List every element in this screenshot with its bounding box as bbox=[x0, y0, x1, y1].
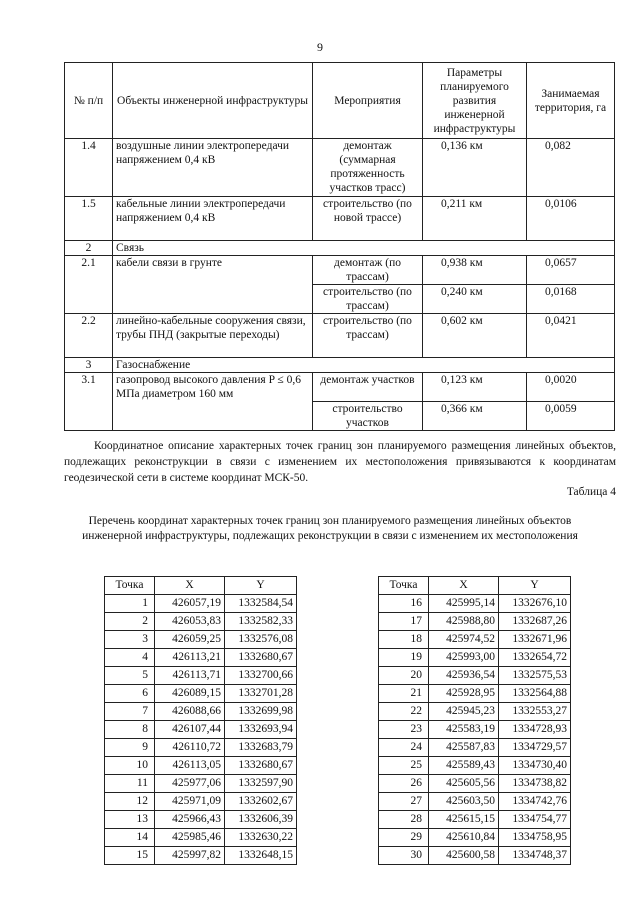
coord-header-x: X bbox=[429, 577, 499, 595]
row-num: 2.1 bbox=[65, 256, 113, 314]
row-action: демонтаж (по трассам) bbox=[313, 256, 423, 285]
row-num: 1.4 bbox=[65, 139, 113, 197]
coord-point: 10 bbox=[105, 757, 155, 775]
coord-row bbox=[379, 793, 571, 811]
coord-x: 426113,21 bbox=[155, 649, 225, 667]
coord-row bbox=[379, 703, 571, 721]
row-param: 0,136 км bbox=[423, 139, 527, 197]
coord-y: 1332680,67 bbox=[225, 757, 297, 775]
coord-row bbox=[379, 829, 571, 847]
row-action: строительство (по трассам) bbox=[313, 314, 423, 358]
coord-y: 1332693,94 bbox=[225, 721, 297, 739]
coord-point: 5 bbox=[105, 667, 155, 685]
coord-x: 425985,46 bbox=[155, 829, 225, 847]
coord-y: 1332602,67 bbox=[225, 793, 297, 811]
coord-x: 426059,25 bbox=[155, 631, 225, 649]
coord-header-row bbox=[105, 577, 297, 595]
row-action: строительство участков bbox=[313, 402, 423, 431]
infrastructure-table bbox=[64, 62, 615, 431]
coord-x: 425605,56 bbox=[429, 775, 499, 793]
coord-point: 17 bbox=[379, 613, 429, 631]
table-header-row bbox=[65, 63, 615, 139]
coord-y: 1332700,66 bbox=[225, 667, 297, 685]
coord-row bbox=[105, 613, 297, 631]
section-title: Связь bbox=[113, 241, 615, 256]
coord-y: 1332654,72 bbox=[499, 649, 571, 667]
coord-point: 7 bbox=[105, 703, 155, 721]
coord-point: 11 bbox=[105, 775, 155, 793]
coord-y: 1332701,28 bbox=[225, 685, 297, 703]
coord-point: 30 bbox=[379, 847, 429, 865]
coord-point: 15 bbox=[105, 847, 155, 865]
coord-header-y: Y bbox=[499, 577, 571, 595]
header-area: Занимаемая территория, га bbox=[527, 63, 615, 139]
table-row bbox=[65, 197, 615, 241]
coord-y: 1334730,40 bbox=[499, 757, 571, 775]
coord-x: 426107,44 bbox=[155, 721, 225, 739]
section-row bbox=[65, 241, 615, 256]
row-param: 0,211 км bbox=[423, 197, 527, 241]
coord-y: 1334742,76 bbox=[499, 793, 571, 811]
row-param: 0,938 км bbox=[423, 256, 527, 285]
row-action: демонтаж (суммарная протяженность участков трасс) bbox=[313, 139, 423, 197]
coord-x: 425600,58 bbox=[429, 847, 499, 865]
coord-row bbox=[105, 829, 297, 847]
coord-point: 1 bbox=[105, 595, 155, 613]
row-action: демонтаж участков bbox=[313, 373, 423, 402]
coord-y: 1332676,10 bbox=[499, 595, 571, 613]
coord-row bbox=[379, 649, 571, 667]
coord-row bbox=[379, 721, 571, 739]
coord-x: 425583,19 bbox=[429, 721, 499, 739]
coord-x: 425610,84 bbox=[429, 829, 499, 847]
coord-point: 29 bbox=[379, 829, 429, 847]
coord-header-y: Y bbox=[225, 577, 297, 595]
coord-row bbox=[379, 775, 571, 793]
coord-point: 6 bbox=[105, 685, 155, 703]
coord-x: 425603,50 bbox=[429, 793, 499, 811]
row-object: кабели связи в грунте bbox=[113, 256, 313, 314]
coord-x: 425587,83 bbox=[429, 739, 499, 757]
coord-point: 13 bbox=[105, 811, 155, 829]
coord-row bbox=[105, 685, 297, 703]
coord-row bbox=[379, 667, 571, 685]
coord-row bbox=[379, 685, 571, 703]
coord-row bbox=[379, 631, 571, 649]
header-object: Объекты инженерной инфраструктуры bbox=[113, 63, 313, 139]
row-area: 0,0657 bbox=[527, 256, 615, 285]
coord-x: 425997,82 bbox=[155, 847, 225, 865]
coord-x: 425945,23 bbox=[429, 703, 499, 721]
coord-row bbox=[105, 721, 297, 739]
coordinate-description-paragraph: Координатное описание характерных точек границ зон планируемого размещения линейных объектов, подлежащих реконструкции в связи с изменением их местоположения привязываются к координатам геодезической сети в системе координат МСК-50. bbox=[64, 440, 616, 484]
coord-point: 25 bbox=[379, 757, 429, 775]
table-row bbox=[65, 256, 615, 285]
coord-point: 23 bbox=[379, 721, 429, 739]
header-params: Параметры планируемого развития инженерной инфраструктуры bbox=[423, 63, 527, 139]
coord-x: 425589,43 bbox=[429, 757, 499, 775]
coord-y: 1334729,57 bbox=[499, 739, 571, 757]
row-area: 0,0168 bbox=[527, 285, 615, 314]
table-row bbox=[65, 314, 615, 358]
coord-y: 1334748,37 bbox=[499, 847, 571, 865]
coord-x: 426113,05 bbox=[155, 757, 225, 775]
coord-x: 425974,52 bbox=[429, 631, 499, 649]
coord-row bbox=[105, 757, 297, 775]
coord-point: 26 bbox=[379, 775, 429, 793]
coord-y: 1332648,15 bbox=[225, 847, 297, 865]
coord-row bbox=[105, 595, 297, 613]
row-param: 0,123 км bbox=[423, 373, 527, 402]
coord-y: 1332687,26 bbox=[499, 613, 571, 631]
coord-row bbox=[105, 847, 297, 865]
coord-x: 426088,66 bbox=[155, 703, 225, 721]
coord-row bbox=[105, 811, 297, 829]
coord-x: 425977,06 bbox=[155, 775, 225, 793]
coord-row bbox=[105, 667, 297, 685]
row-num: 2.2 bbox=[65, 314, 113, 358]
coord-row bbox=[105, 739, 297, 757]
coord-header-point: Точка bbox=[105, 577, 155, 595]
coord-header-point: Точка bbox=[379, 577, 429, 595]
coord-y: 1332671,96 bbox=[499, 631, 571, 649]
row-area: 0,0020 bbox=[527, 373, 615, 402]
coord-point: 20 bbox=[379, 667, 429, 685]
coord-row bbox=[105, 703, 297, 721]
coord-point: 14 bbox=[105, 829, 155, 847]
table-row bbox=[65, 373, 615, 402]
coord-y: 1332606,39 bbox=[225, 811, 297, 829]
row-object: газопровод высокого давления P ≤ 0,6 МПа диаметром 160 мм bbox=[113, 373, 313, 431]
header-action: Мероприятия bbox=[313, 63, 423, 139]
coord-y: 1332699,98 bbox=[225, 703, 297, 721]
row-param: 0,240 км bbox=[423, 285, 527, 314]
coord-point: 9 bbox=[105, 739, 155, 757]
coord-row bbox=[105, 631, 297, 649]
coord-point: 18 bbox=[379, 631, 429, 649]
row-area: 0,0421 bbox=[527, 314, 615, 358]
row-area: 0,082 bbox=[527, 139, 615, 197]
coord-point: 21 bbox=[379, 685, 429, 703]
coord-header-x: X bbox=[155, 577, 225, 595]
coord-x: 426113,71 bbox=[155, 667, 225, 685]
coord-row bbox=[379, 757, 571, 775]
coord-point: 22 bbox=[379, 703, 429, 721]
coord-row bbox=[379, 739, 571, 757]
coord-row bbox=[105, 793, 297, 811]
coord-x: 425988,80 bbox=[429, 613, 499, 631]
coord-y: 1332597,90 bbox=[225, 775, 297, 793]
coord-point: 24 bbox=[379, 739, 429, 757]
coord-x: 426089,15 bbox=[155, 685, 225, 703]
coord-y: 1332576,08 bbox=[225, 631, 297, 649]
coord-x: 425966,43 bbox=[155, 811, 225, 829]
coord-y: 1332564,88 bbox=[499, 685, 571, 703]
row-param: 0,602 км bbox=[423, 314, 527, 358]
coord-row bbox=[105, 649, 297, 667]
coordinate-table-title: Перечень координат характерных точек границ зон планируемого размещения линейных объектов инженерной инфраструктуры, подлежащих реконструкции в связи с изменением их местоположения bbox=[82, 515, 578, 542]
row-area: 0,0059 bbox=[527, 402, 615, 431]
row-num: 1.5 bbox=[65, 197, 113, 241]
coord-y: 1334754,77 bbox=[499, 811, 571, 829]
coord-row bbox=[379, 595, 571, 613]
coord-y: 1332553,27 bbox=[499, 703, 571, 721]
table-row bbox=[65, 139, 615, 197]
section-num: 2 bbox=[65, 241, 113, 256]
coord-point: 16 bbox=[379, 595, 429, 613]
coord-point: 28 bbox=[379, 811, 429, 829]
row-object: линейно-кабельные сооружения связи, трубы ПНД (закрытые переходы) bbox=[113, 314, 313, 358]
row-action: строительство (по новой трассе) bbox=[313, 197, 423, 241]
coord-point: 2 bbox=[105, 613, 155, 631]
coord-row bbox=[105, 775, 297, 793]
coord-point: 19 bbox=[379, 649, 429, 667]
coord-x: 425995,14 bbox=[429, 595, 499, 613]
page-number: 9 bbox=[317, 40, 323, 54]
coord-x: 426057,19 bbox=[155, 595, 225, 613]
coord-y: 1332582,33 bbox=[225, 613, 297, 631]
coord-y: 1334758,95 bbox=[499, 829, 571, 847]
coord-y: 1332584,54 bbox=[225, 595, 297, 613]
coord-x: 426053,83 bbox=[155, 613, 225, 631]
coord-y: 1332680,67 bbox=[225, 649, 297, 667]
row-param: 0,366 км bbox=[423, 402, 527, 431]
coord-x: 425615,15 bbox=[429, 811, 499, 829]
coord-row bbox=[379, 811, 571, 829]
coord-point: 27 bbox=[379, 793, 429, 811]
row-action: строительство (по трассам) bbox=[313, 285, 423, 314]
coord-y: 1334728,93 bbox=[499, 721, 571, 739]
section-row bbox=[65, 358, 615, 373]
coord-point: 4 bbox=[105, 649, 155, 667]
coord-x: 425936,54 bbox=[429, 667, 499, 685]
row-object: кабельные линии электропередачи напряжением 0,4 кВ bbox=[113, 197, 313, 241]
row-area: 0,0106 bbox=[527, 197, 615, 241]
coord-x: 425993,00 bbox=[429, 649, 499, 667]
coord-point: 8 bbox=[105, 721, 155, 739]
coord-y: 1332575,53 bbox=[499, 667, 571, 685]
coord-x: 425928,95 bbox=[429, 685, 499, 703]
coord-y: 1332630,22 bbox=[225, 829, 297, 847]
coord-x: 426110,72 bbox=[155, 739, 225, 757]
section-title: Газоснабжение bbox=[113, 358, 615, 373]
coord-row bbox=[379, 847, 571, 865]
row-object: воздушные линии электропередачи напряжением 0,4 кВ bbox=[113, 139, 313, 197]
section-num: 3 bbox=[65, 358, 113, 373]
coord-header-row bbox=[379, 577, 571, 595]
coord-y: 1332683,79 bbox=[225, 739, 297, 757]
coordinate-table-right bbox=[378, 576, 571, 865]
coordinate-table-left bbox=[104, 576, 297, 865]
table-label: Таблица 4 bbox=[566, 486, 616, 498]
coord-point: 12 bbox=[105, 793, 155, 811]
row-num: 3.1 bbox=[65, 373, 113, 431]
coord-x: 425971,09 bbox=[155, 793, 225, 811]
coord-row bbox=[379, 613, 571, 631]
header-num: № п/п bbox=[65, 63, 113, 139]
coord-point: 3 bbox=[105, 631, 155, 649]
coord-y: 1334738,82 bbox=[499, 775, 571, 793]
